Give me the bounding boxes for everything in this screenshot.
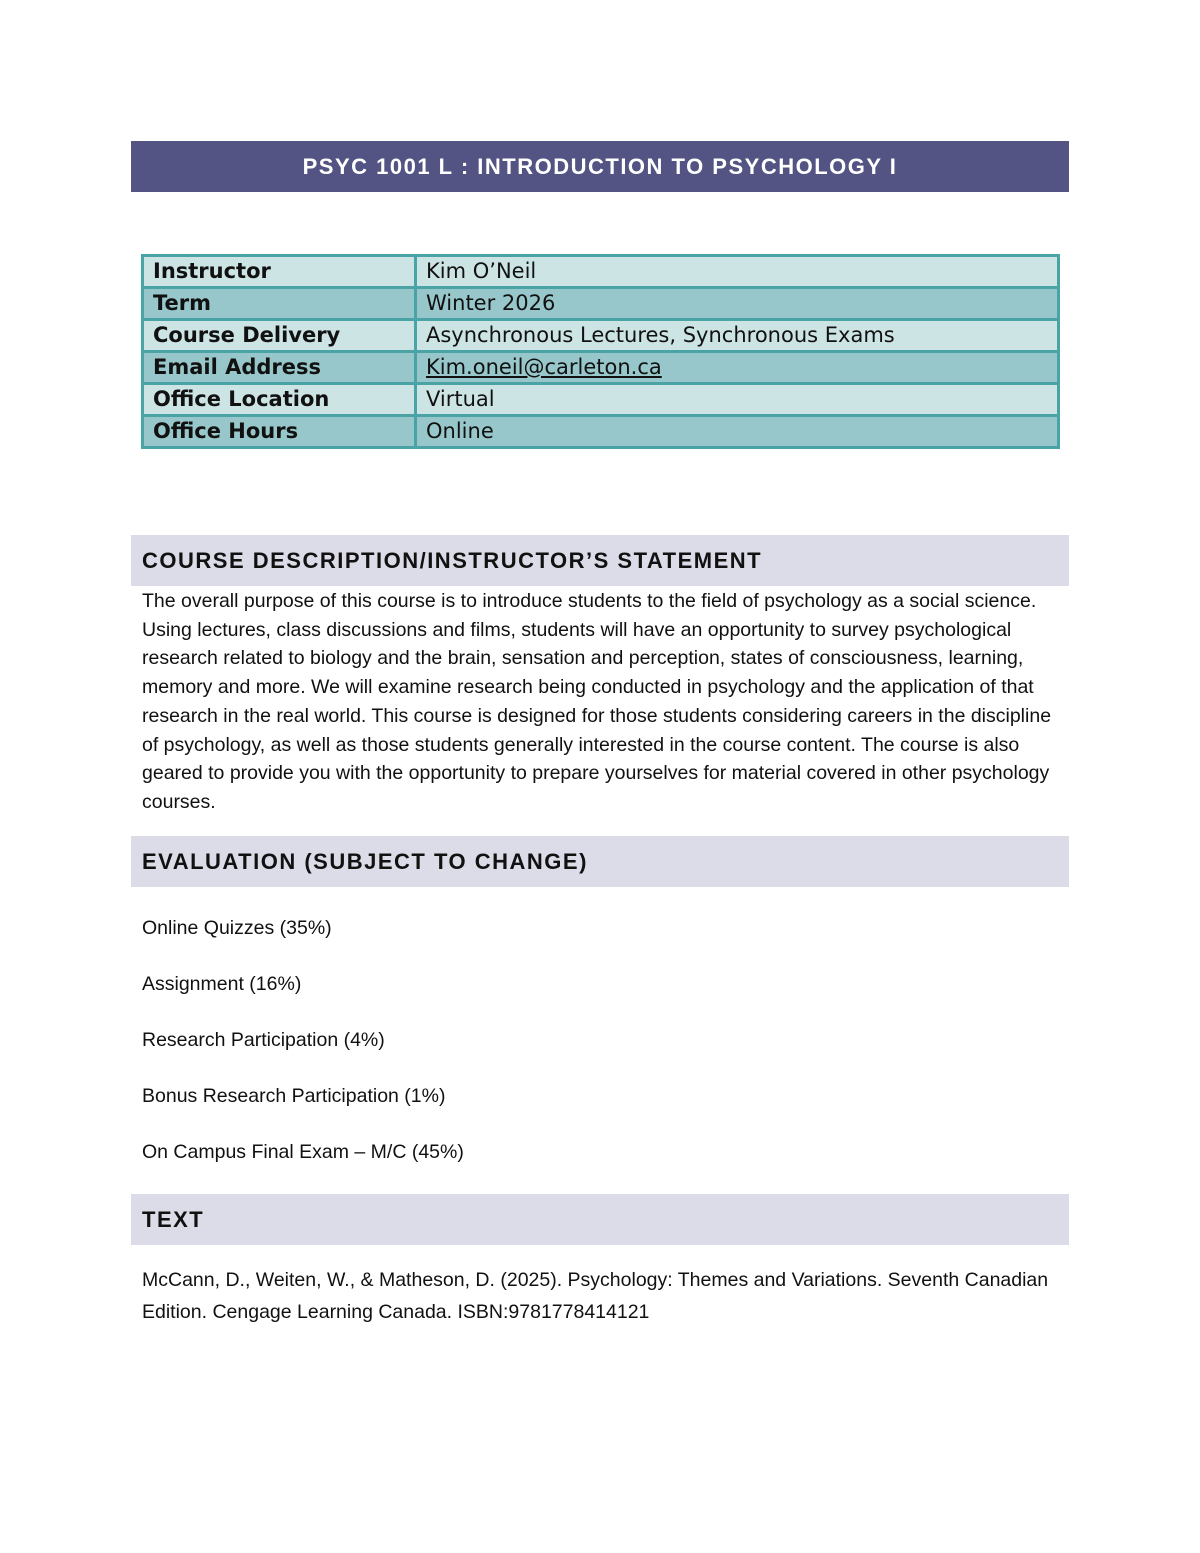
instructor-value: Kim O’Neil bbox=[416, 256, 1059, 288]
table-row bbox=[143, 256, 1059, 288]
evaluation-item: Assignment (16%) bbox=[142, 973, 302, 995]
description-body: The overall purpose of this course is to introduce students to the field of psychology as a social science. Using lectures, class discussions and films, students will have an opportunity to survey psychological research related to biology and the brain, sensation and perception, states of consciousness, learning, memory and more. We will examine research being conducted in psychology and the application of that research in the real world. This course is designed for those students considering careers in the discipline of psychology, as well as those students generally interested in the course content. The course is also geared to provide you with the opportunity to prepare yourselves for material covered in other psychology courses. bbox=[142, 590, 1052, 813]
table-row bbox=[143, 320, 1059, 352]
term-value: Winter 2026 bbox=[416, 288, 1059, 320]
email-link[interactable]: Kim.oneil@carleton.ca bbox=[426, 355, 662, 379]
table-row bbox=[143, 384, 1059, 416]
course-info-table bbox=[141, 254, 1060, 449]
email-cell bbox=[416, 352, 1059, 384]
evaluation-heading: EVALUATION (SUBJECT TO CHANGE) bbox=[131, 836, 1069, 887]
textbook-citation: McCann, D., Weiten, W., & Matheson, D. (2025). Psychology: Themes and Variations. Seventh Canadian Edition. Cengage Learning Canada. ISBN:9781778414121 bbox=[142, 1269, 1049, 1323]
evaluation-item: Research Participation (4%) bbox=[142, 1029, 385, 1051]
table-row bbox=[143, 416, 1059, 448]
evaluation-item: Online Quizzes (35%) bbox=[142, 917, 332, 939]
description-heading: COURSE DESCRIPTION/INSTRUCTOR’S STATEMENT bbox=[131, 535, 1069, 586]
table-row bbox=[143, 288, 1059, 320]
evaluation-item: Bonus Research Participation (1%) bbox=[142, 1085, 446, 1107]
text-heading: TEXT bbox=[131, 1194, 1069, 1245]
instructor-label: Instructor bbox=[143, 256, 416, 288]
evaluation-item: On Campus Final Exam – M/C (45%) bbox=[142, 1141, 464, 1163]
office-location-value: Virtual bbox=[416, 384, 1059, 416]
course-delivery-label: Course Delivery bbox=[143, 320, 416, 352]
email-label: Email Address bbox=[143, 352, 416, 384]
course-delivery-value: Asynchronous Lectures, Synchronous Exams bbox=[416, 320, 1059, 352]
office-hours-label: Office Hours bbox=[143, 416, 416, 448]
office-location-label: Office Location bbox=[143, 384, 416, 416]
course-title: PSYC 1001 L : INTRODUCTION TO PSYCHOLOGY I bbox=[131, 141, 1069, 192]
office-hours-value: Online bbox=[416, 416, 1059, 448]
term-label: Term bbox=[143, 288, 416, 320]
table-row bbox=[143, 352, 1059, 384]
